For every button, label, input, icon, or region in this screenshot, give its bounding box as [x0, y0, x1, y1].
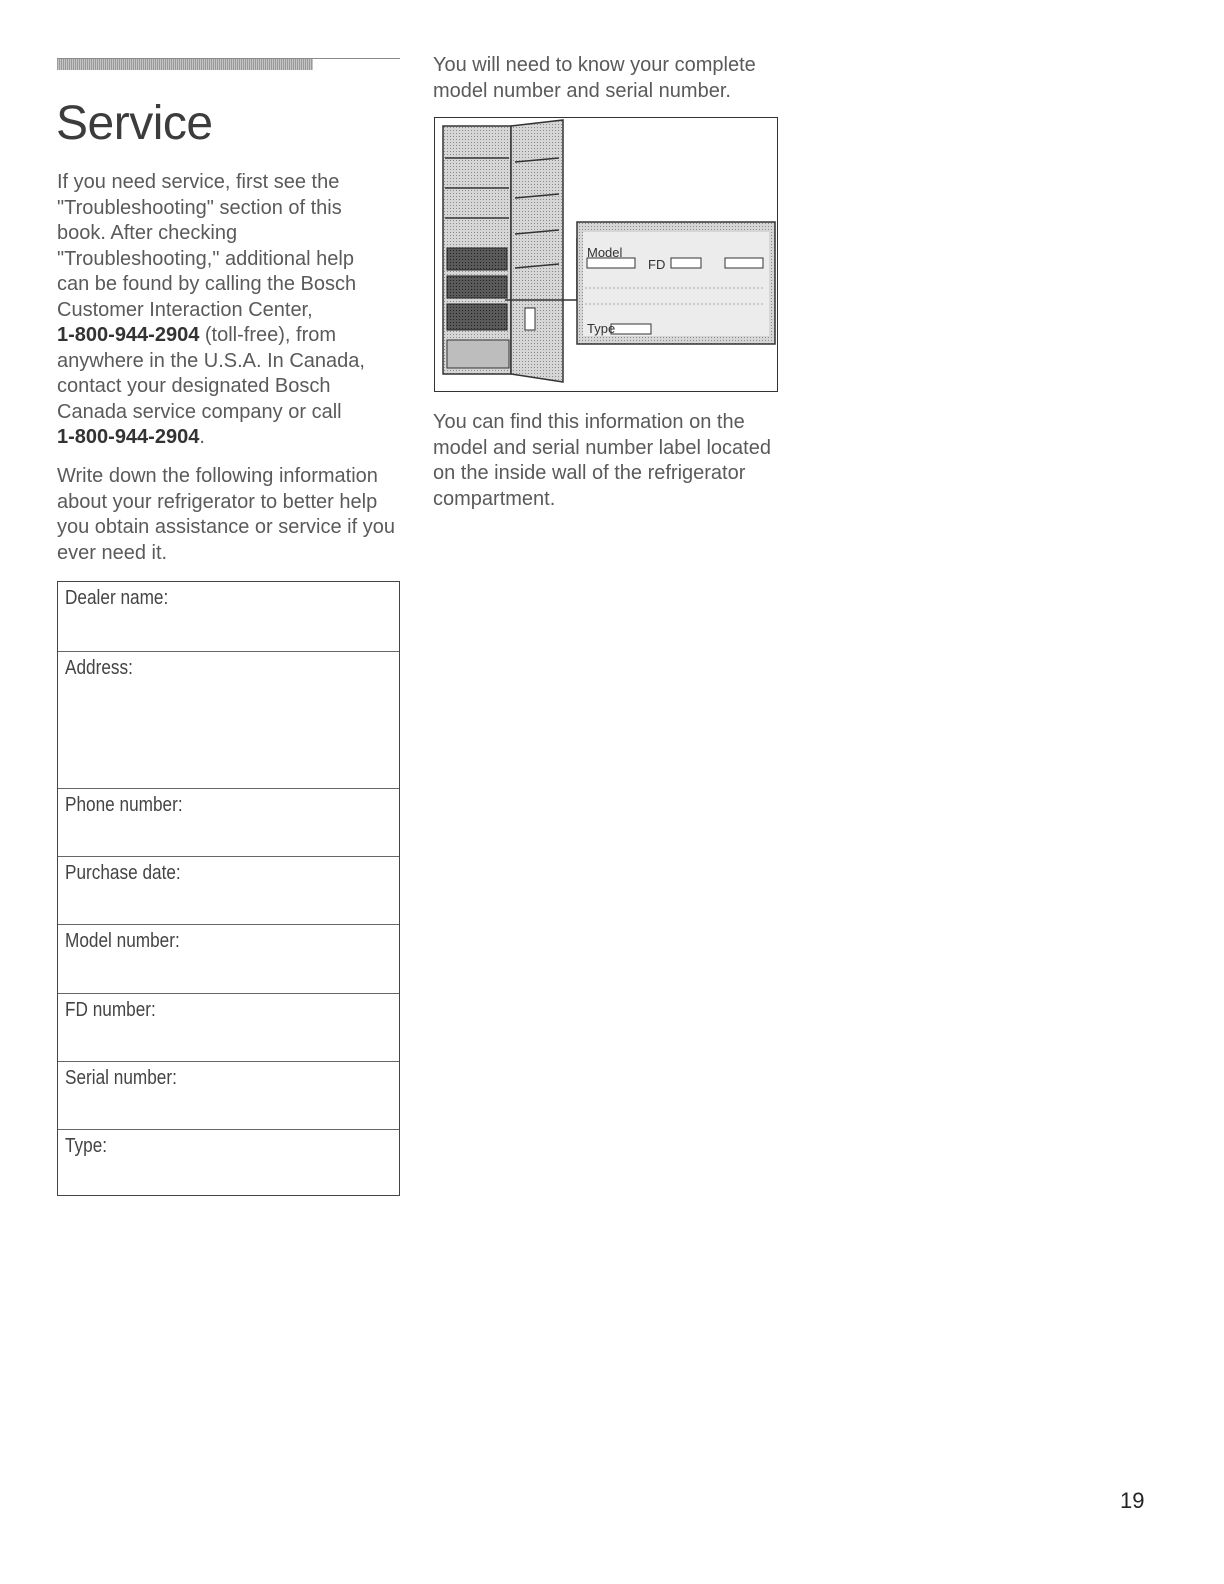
figure-label-model: Model — [587, 245, 623, 260]
service-intro-paragraph — [57, 170, 387, 451]
serial-number-label: Serial number: — [65, 1067, 177, 1089]
rating-label-figure — [434, 117, 778, 392]
phone-number-canada: 1-800-944-2904 — [57, 426, 200, 448]
service-info-form — [57, 581, 400, 1196]
intro-text-3: . — [199, 426, 205, 448]
header-shade — [57, 58, 313, 70]
phone-number-label: Phone number: — [65, 794, 183, 816]
address-field[interactable] — [58, 651, 399, 788]
dealer-name-field[interactable] — [58, 582, 399, 651]
purchase-date-field[interactable] — [58, 856, 399, 924]
model-number-field[interactable] — [58, 924, 399, 993]
page-number: 19 — [1120, 1488, 1145, 1513]
purchase-date-label: Purchase date: — [65, 862, 181, 884]
type-label: Type: — [65, 1135, 108, 1157]
model-number-label: Model number: — [65, 930, 180, 952]
intro-text-1: If you need service, first see the "Troubleshooting" section of this book. After checking "Troubleshooting," additional help can be found by calling the Bosch Customer Interaction Center, — [57, 171, 357, 321]
figure-label-fd: FD — [648, 257, 666, 272]
header-rule — [57, 58, 400, 59]
phone-number-field[interactable] — [58, 788, 399, 856]
fd-number-label: FD number: — [65, 999, 156, 1021]
figure-label-type: Type — [587, 321, 616, 336]
label-location-note: You can find this information on the model and serial number label located on the inside wall of the refrigerator compartment. — [433, 411, 771, 510]
type-field[interactable] — [58, 1129, 399, 1195]
instructions-paragraph: Write down the following information about your refrigerator to better help you obtain assistance or service if you ever need it. — [57, 465, 395, 564]
section-header-bar — [57, 56, 400, 70]
serial-number-field[interactable] — [58, 1061, 399, 1129]
address-label: Address: — [65, 657, 133, 679]
page-title: Service — [56, 97, 213, 150]
phone-number-us: 1-800-944-2904 — [57, 324, 200, 346]
model-serial-note: You will need to know your complete model number and serial number. — [433, 54, 756, 102]
dealer-name-label: Dealer name: — [65, 587, 169, 609]
intro-text-2: (toll-free), from anywhere in the U.S.A. In Canada, contact your designated Bosch Canada service company or call — [57, 324, 365, 423]
fd-number-field[interactable] — [58, 993, 399, 1061]
